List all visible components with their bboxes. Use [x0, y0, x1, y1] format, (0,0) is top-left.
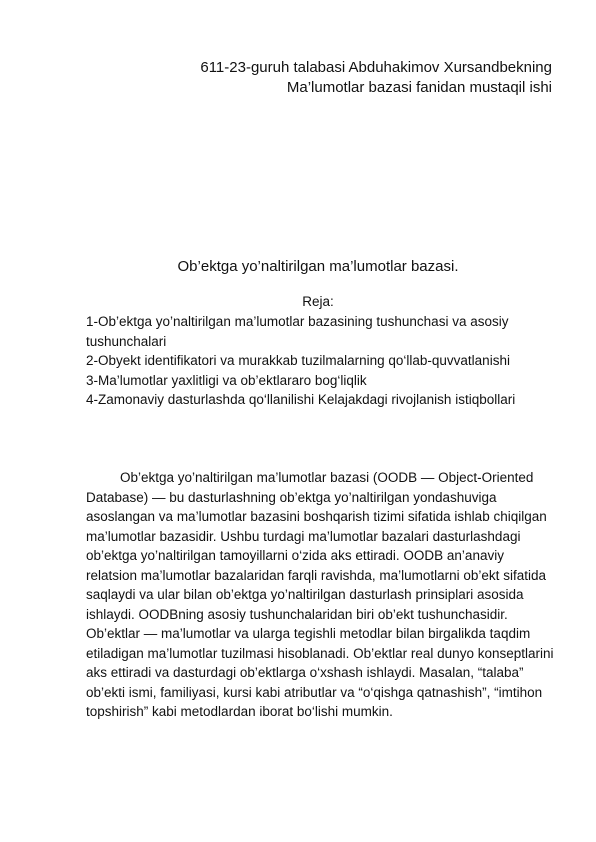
- plan-item-2: 2-Obyekt identifikatori va murakkab tuzilmalarning qo‘llab-quvvatlanishi: [86, 353, 510, 368]
- header-subject-line: Ma’lumotlar bazasi fanidan mustaqil ishi: [286, 79, 552, 96]
- document-header: [72, 58, 552, 98]
- header-author-line: 611-23-guruh talabasi Abduhakimov Xursandbekning: [200, 59, 552, 76]
- plan-item-4: 4-Zamonaviy dasturlashda qo‘llanilishi Kelajakdagi rivojlanish istiqbollari: [86, 392, 516, 407]
- plan-item-1: 1-Ob’ektga yo’naltirilgan ma’lumotlar bazasining tushunchasi va asosiy tushunchalari: [86, 314, 509, 349]
- plan-list: [86, 312, 556, 410]
- document-title: Ob’ektga yo’naltirilgan ma’lumotlar bazasi.: [177, 258, 459, 275]
- plan-item-3: 3-Ma’lumotlar yaxlitligi va ob’ektlararo bog‘liqlik: [86, 372, 367, 388]
- body-paragraph: Ob’ektga yo’naltirilgan ma’lumotlar bazasi (OODB — Object-Oriented Database) — bu dasturlashning ob’ektga yo’naltirilgan yondashuviga asoslangan va ma’lumotlar bazasini boshqarish tizimi sifatida ishlab chiqilgan ma’lumotlar bazasidir. Ushbu turdagi ma’lumotlar bazalari dasturlashdagi ob’ektga yo’naltirilgan tamoyillarni o‘zida aks ettiradi. OODB an’anaviy relatsion ma’lumotlar bazalaridan farqli ravishda, ma’lumotlarni ob’ekt sifatida saqlaydi va ular bilan ob’ektga yo’naltirilgan dasturlash prinsiplari asosida ishlaydi. OODBning asosiy tushunchalaridan biri ob’ekt tushunchasidir. Ob’ektlar — ma’lumotlar va ularga tegishli metodlar bilan birgalikda taqdim etiladigan ma’lumotlar tuzilmasi hisoblanadi. Ob’ektlar real dunyo konseptlarini aks ettiradi va dasturdagi ob’ektlarga o‘xshash ishlaydi. Masalan, “talaba” ob’ekti ismi, familiyasi, kursi kabi atributlar va “o‘qishga qatnashish”, “imtihon topshirish” kabi metodlardan iborat bo‘lishi mumkin.: [86, 470, 554, 719]
- plan-label: Reja:: [302, 294, 334, 309]
